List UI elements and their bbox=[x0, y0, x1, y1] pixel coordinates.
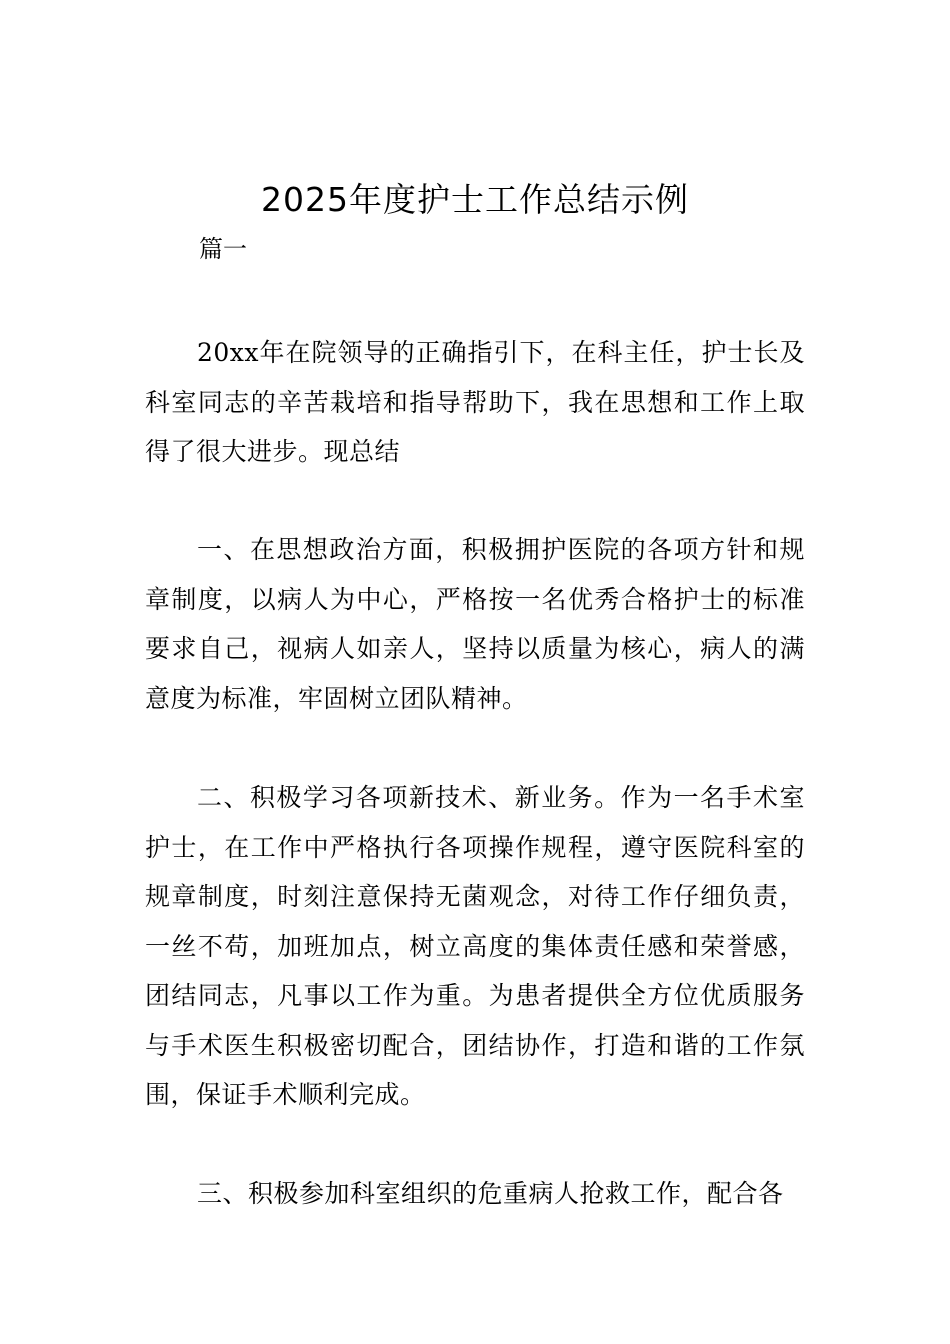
paragraph-section-2: 二、积极学习各项新技术、新业务。作为一名手术室护士，在工作中严格执行各项操作规程，遵守医院科室的规章制度，时刻注意保持无菌观念，对待工作仔细负责，一丝不苟，加班加点，树立高度的集体责任感和荣誉感，团结同志，凡事以工作为重。为患者提供全方位优质服务与手术医生积极密切配合，团结协作，打造和谐的工作氛围，保证手术顺利完成。 bbox=[145, 783, 805, 1109]
document-title: 2025年度护士工作总结示例 bbox=[261, 180, 689, 219]
section-label: 篇一 bbox=[199, 235, 247, 263]
paragraph-section-1: 一、在思想政治方面，积极拥护医院的各项方针和规章制度，以病人为中心，严格按一名优秀合格护士的标准要求自己，视病人如亲人，坚持以质量为核心，病人的满意度为标准，牢固树立团队精神。 bbox=[145, 535, 805, 713]
paragraph-intro: 20xx年在院领导的正确指引下，在科主任，护士长及科室同志的辛苦栽培和指导帮助下，我在思想和工作上取得了很大进步。现总结 bbox=[145, 338, 805, 466]
paragraph-section-3: 三、积极参加科室组织的危重病人抢救工作，配合各 bbox=[197, 1179, 784, 1208]
